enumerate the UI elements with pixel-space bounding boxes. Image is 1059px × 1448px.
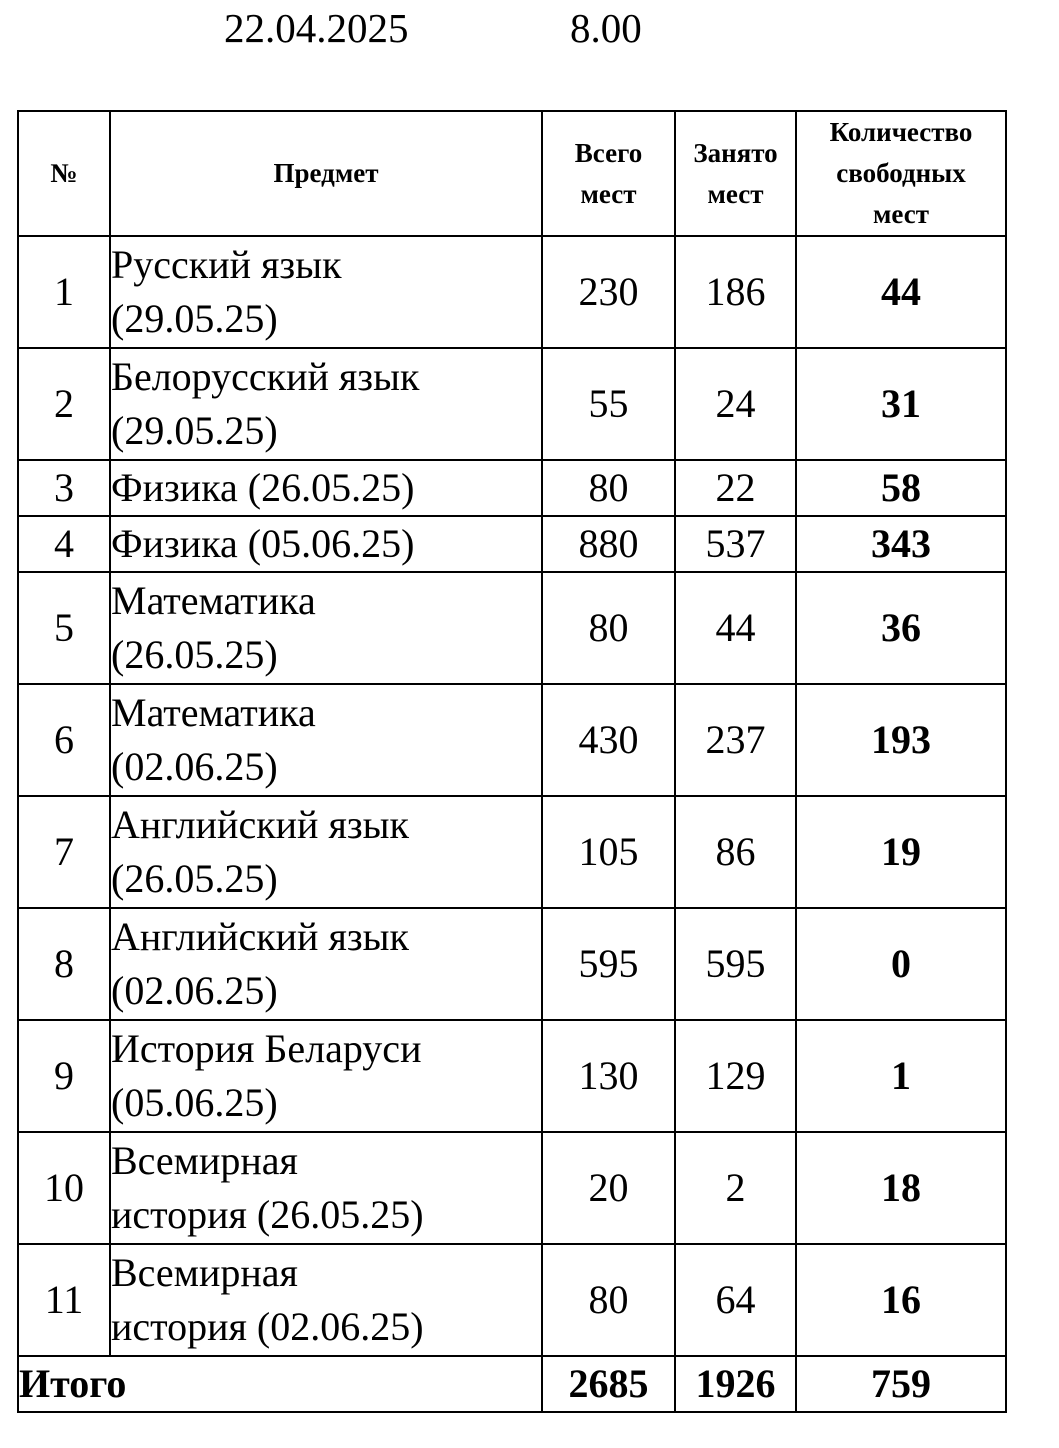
col-header-free-line: мест [873, 199, 929, 229]
col-header-total [542, 111, 675, 236]
col-header-occupied [675, 111, 796, 236]
row-total-seats: 130 [542, 1020, 675, 1132]
row-total-seats: 430 [542, 684, 675, 796]
subject-line: (02.06.25) [111, 968, 278, 1013]
row-total-seats: 80 [542, 460, 675, 516]
subject-line: Английский язык [111, 802, 409, 847]
row-total-seats: 880 [542, 516, 675, 572]
subject-line: Белорусский язык [111, 354, 420, 399]
row-number: 5 [18, 572, 110, 684]
totals-free-seats: 759 [796, 1356, 1006, 1412]
col-header-total-line: мест [580, 178, 637, 209]
row-number: 11 [18, 1244, 110, 1356]
totals-total-seats: 2685 [542, 1356, 675, 1412]
table-row [18, 908, 1006, 1020]
subject-line: Математика [111, 690, 316, 735]
row-subject [110, 684, 542, 796]
table-row [18, 796, 1006, 908]
report-time: 8.00 [570, 5, 642, 51]
seats-table [17, 110, 1007, 1413]
row-free-seats: 36 [796, 572, 1006, 684]
row-subject [110, 908, 542, 1020]
subject-line: (02.06.25) [111, 744, 278, 789]
row-number: 10 [18, 1132, 110, 1244]
row-total-seats: 105 [542, 796, 675, 908]
row-number: 9 [18, 1020, 110, 1132]
row-occupied-seats: 537 [675, 516, 796, 572]
subject-line: Всемирная [111, 1250, 298, 1295]
row-occupied-seats: 86 [675, 796, 796, 908]
col-header-occupied-line: мест [707, 178, 764, 209]
row-free-seats: 58 [796, 460, 1006, 516]
subject-line: Всемирная [111, 1138, 298, 1183]
col-header-occupied-line: Занято [693, 137, 778, 168]
report-date: 22.04.2025 [224, 5, 409, 51]
row-occupied-seats: 186 [675, 236, 796, 348]
subject-line: Английский язык [111, 914, 409, 959]
subject-line: Физика (05.06.25) [111, 521, 415, 566]
row-subject [110, 460, 542, 516]
row-number: 8 [18, 908, 110, 1020]
row-total-seats: 595 [542, 908, 675, 1020]
totals-row [18, 1356, 1006, 1412]
subject-line: история (26.05.25) [111, 1192, 424, 1237]
row-occupied-seats: 2 [675, 1132, 796, 1244]
row-total-seats: 230 [542, 236, 675, 348]
row-total-seats: 20 [542, 1132, 675, 1244]
row-subject [110, 572, 542, 684]
row-free-seats: 343 [796, 516, 1006, 572]
row-free-seats: 44 [796, 236, 1006, 348]
subject-line: (26.05.25) [111, 856, 278, 901]
row-subject [110, 348, 542, 460]
subject-line: История Беларуси [111, 1026, 422, 1071]
col-header-subject: Предмет [110, 111, 542, 236]
row-subject [110, 516, 542, 572]
subject-line: Русский язык [111, 242, 342, 287]
row-free-seats: 193 [796, 684, 1006, 796]
row-free-seats: 16 [796, 1244, 1006, 1356]
row-occupied-seats: 64 [675, 1244, 796, 1356]
subject-line: (05.06.25) [111, 1080, 278, 1125]
table-row [18, 1132, 1006, 1244]
row-free-seats: 0 [796, 908, 1006, 1020]
row-free-seats: 19 [796, 796, 1006, 908]
subject-line: (26.05.25) [111, 632, 278, 677]
row-subject [110, 1020, 542, 1132]
subject-line: Физика (26.05.25) [111, 465, 415, 510]
row-total-seats: 80 [542, 1244, 675, 1356]
table-row [18, 516, 1006, 572]
row-number: 3 [18, 460, 110, 516]
subject-line: (29.05.25) [111, 296, 278, 341]
table-row [18, 348, 1006, 460]
row-number: 4 [18, 516, 110, 572]
row-occupied-seats: 595 [675, 908, 796, 1020]
table-row [18, 1020, 1006, 1132]
row-free-seats: 18 [796, 1132, 1006, 1244]
totals-label: Итого [18, 1356, 542, 1412]
col-header-num: № [18, 111, 110, 236]
col-header-free-line: свободных [836, 158, 966, 188]
row-occupied-seats: 44 [675, 572, 796, 684]
subject-line: (29.05.25) [111, 408, 278, 453]
row-number: 6 [18, 684, 110, 796]
col-header-free-line: Количество [829, 117, 973, 147]
row-number: 7 [18, 796, 110, 908]
col-header-total-line: Всего [574, 137, 643, 168]
table-row [18, 236, 1006, 348]
row-subject [110, 1132, 542, 1244]
row-total-seats: 80 [542, 572, 675, 684]
table-row [18, 460, 1006, 516]
row-occupied-seats: 237 [675, 684, 796, 796]
row-subject [110, 1244, 542, 1356]
col-header-free [796, 111, 1006, 236]
row-subject [110, 236, 542, 348]
row-number: 1 [18, 236, 110, 348]
subject-line: Математика [111, 578, 316, 623]
row-free-seats: 1 [796, 1020, 1006, 1132]
table-row [18, 684, 1006, 796]
totals-occupied-seats: 1926 [675, 1356, 796, 1412]
table-row [18, 1244, 1006, 1356]
row-subject [110, 796, 542, 908]
row-occupied-seats: 129 [675, 1020, 796, 1132]
row-occupied-seats: 24 [675, 348, 796, 460]
row-free-seats: 31 [796, 348, 1006, 460]
table-row [18, 572, 1006, 684]
row-number: 2 [18, 348, 110, 460]
row-occupied-seats: 22 [675, 460, 796, 516]
row-total-seats: 55 [542, 348, 675, 460]
subject-line: история (02.06.25) [111, 1304, 424, 1349]
table-header-row [18, 111, 1006, 236]
